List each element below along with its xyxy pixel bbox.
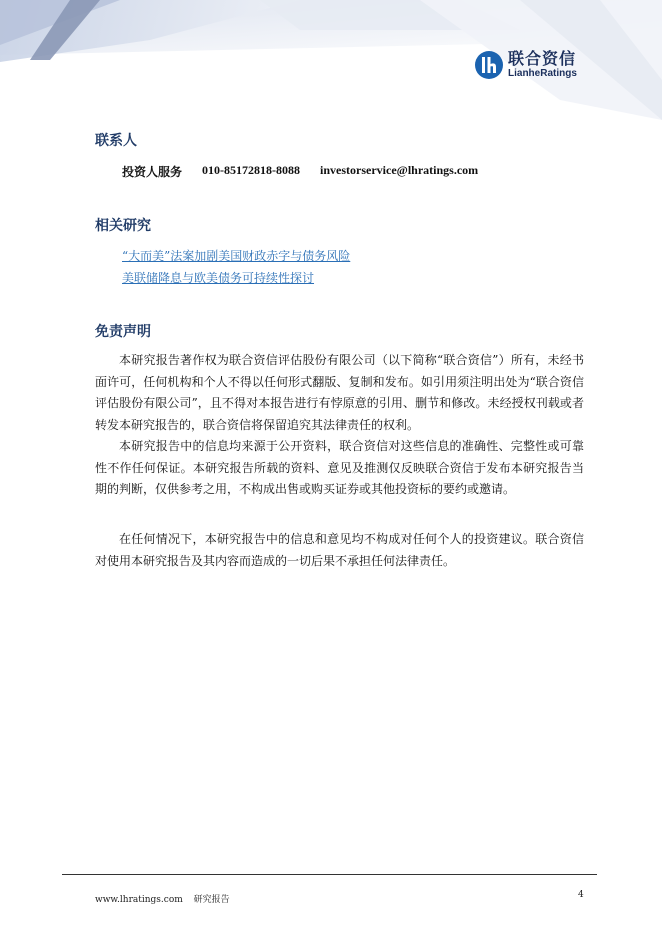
related-title: 相关研究 [95, 218, 151, 234]
brand-name-en: LianheRatings [508, 68, 577, 79]
disclaimer-paragraph-3: 在任何情况下，本研究报告中的信息和意见均不构成对任何个人的投资建议。联合资信对使用本研究报告及其内容而造成的一切后果不承担任何法律责任。 [95, 532, 584, 568]
brand-logo [474, 50, 577, 80]
footer-label: 研究报告 [193, 895, 230, 905]
disclaimer-title: 免责声明 [95, 324, 151, 340]
page-number: 4 [578, 890, 584, 900]
contact-label: 投资人服务 [122, 165, 183, 179]
related-link-2[interactable]: 美联储降息与欧美债务可持续性探讨 [122, 271, 315, 285]
lianhe-logo-icon [474, 50, 504, 80]
contact-row [122, 163, 478, 180]
footer-website[interactable]: www.lhratings.com [95, 895, 183, 905]
brand-name-cn: 联合资信 [508, 49, 577, 68]
footer-info [95, 892, 230, 905]
contact-email[interactable]: investorservice@lhratings.com [320, 163, 479, 177]
disclaimer-paragraph-2: 本研究报告中的信息均来源于公开资料，联合资信对这些信息的准确性、完整性或可靠性不作任何保证。本研究报告所载的资料、意见及推测仅反映联合资信于发布本研究报告当期的判断，仅供参考之用，不构成出售或购买证券或其他投资标的要约或邀请。 [95, 439, 584, 496]
footer-divider [62, 874, 597, 875]
disclaimer-paragraph-1: 本研究报告著作权为联合资信评估股份有限公司（以下简称“联合资信”）所有，未经书面许可，任何机构和个人不得以任何形式翻版、复制和发布。如引用须注明出处为“联合资信评估股份有限公司”，且不得对本报告进行有悖原意的引用、删节和修改。未经授权刊载或者转发本研究报告的，联合资信将保留追究其法律责任的权利。 [95, 353, 584, 432]
related-link-1[interactable]: “大而美”法案加剧美国财政赤字与债务风险 [122, 249, 351, 263]
contact-title: 联系人 [95, 133, 137, 149]
contact-phone: 010-85172818-8088 [202, 163, 301, 177]
